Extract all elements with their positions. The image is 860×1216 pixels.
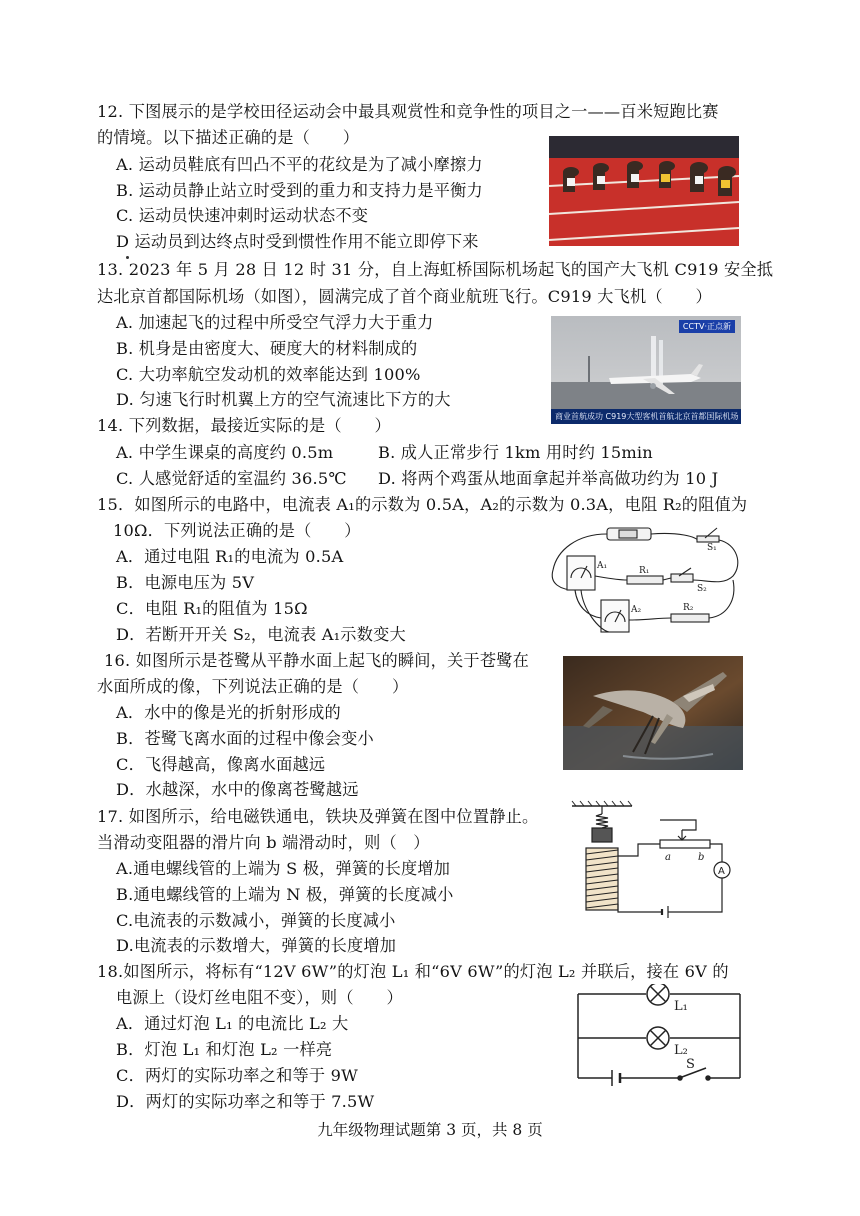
q16-stem-line1: 16. 如图所示是苍鹭从平静水面上起飞的瞬间，关于苍鹭在	[104, 651, 529, 670]
electromagnet-diagram-q17	[570, 800, 740, 920]
sprint-race-photo	[549, 136, 739, 246]
q18-option-c: C．两灯的实际功率之和等于 9W	[116, 1066, 358, 1085]
label-r2: R₂	[683, 603, 694, 613]
label-b: b	[698, 852, 705, 863]
q12-option-d: D 运动员到达终点时受到惯性作用不能立即停下来	[116, 232, 479, 251]
q17-option-c: C.电流表的示数减小，弹簧的长度减小	[116, 911, 396, 930]
q18-option-b: B．灯泡 L₁ 和灯泡 L₂ 一样亮	[116, 1040, 333, 1059]
q16-option-a: A．水中的像是光的折射形成的	[116, 703, 341, 722]
label-a2: A₂	[631, 605, 642, 615]
q16-option-d: D．水越深，水中的像离苍鹭越远	[116, 780, 359, 799]
label-a: a	[665, 852, 671, 863]
q12-option-b: B. 运动员静止站立时受到的重力和支持力是平衡力	[116, 181, 483, 200]
q14-option-c: C. 人感觉舒适的室温约 36.5℃	[116, 469, 347, 488]
q17-option-b: B.通电螺线管的上端为 N 极，弹簧的长度减小	[116, 885, 454, 904]
tv-logo: CCTV·正点新	[679, 320, 735, 333]
q12-stem-line2: 的情境。以下描述正确的是（ ）	[97, 128, 360, 147]
q15-option-a: A．通过电阻 R₁的电流为 0.5A	[116, 547, 344, 566]
label-l1: L₁	[674, 999, 688, 1014]
q17-stem-line2: 当滑动变阻器的滑片向 b 端滑动时，则（ ）	[97, 833, 430, 852]
heron-photo	[563, 656, 743, 770]
q15-option-b: B．电源电压为 5V	[116, 573, 255, 592]
circuit-diagram-q18	[574, 984, 746, 1088]
q13-option-d: D. 匀速飞行时机翼上方的空气流速比下方的大	[116, 390, 451, 409]
q13-stem-line1: 13. 2023 年 5 月 28 日 12 时 31 分，自上海虹桥国际机场起飞的国产大飞机 C919 安全抵	[97, 260, 774, 279]
q18-stem-line1: 18.如图所示，将标有“12V 6W”的灯泡 L₁ 和“6V 6W”的灯泡 L₂ 并联后，接在 6V 的	[97, 962, 729, 981]
q13-stem-line2: 达北京首都国际机场（如图），圆满完成了首个商业航班飞行。C919 大飞机（ ）	[97, 287, 712, 306]
q17-option-d: D.电流表的示数增大，弹簧的长度增加	[116, 936, 397, 955]
q14-option-d: D. 将两个鸡蛋从地面拿起并举高做功约为 10 J	[378, 469, 719, 488]
label-switch: S	[686, 1057, 695, 1072]
label-s2: S₂	[697, 584, 707, 594]
q13-option-a: A. 加速起飞的过程中所受空气浮力大于重力	[116, 313, 434, 332]
q17-stem-line1: 17. 如图所示，给电磁铁通电，铁块及弹簧在图中位置静止。	[97, 807, 539, 826]
q15-stem-line1: 15．如图所示的电路中，电流表 A₁的示数为 0.5A，A₂的示数为 0.3A，电阻 R₂的阻值为	[97, 495, 748, 514]
q17-option-a: A.通电螺线管的上端为 S 极，弹簧的长度增加	[116, 859, 451, 878]
q15-option-c: C．电阻 R₁的阻值为 15Ω	[116, 599, 308, 618]
label-l2: L₂	[674, 1043, 688, 1058]
c919-plane-photo	[551, 316, 741, 424]
q15-option-d: D．若断开开关 S₂，电流表 A₁示数变大	[116, 625, 406, 644]
label-a1: A₁	[597, 561, 608, 571]
page-footer: 九年级物理试题第 3 页，共 8 页	[317, 1121, 543, 1139]
q14-option-a: A. 中学生课桌的高度约 0.5m	[116, 443, 334, 462]
ammeter-label: A	[718, 866, 725, 877]
q18-option-d: D．两灯的实际功率之和等于 7.5W	[116, 1092, 375, 1111]
q16-option-c: C．飞得越高，像离水面越远	[116, 755, 326, 774]
q16-option-b: B．苍鹭飞离水面的过程中像会变小	[116, 729, 374, 748]
q18-stem-line2: 电源上（设灯丝电阻不变），则（ ）	[116, 988, 403, 1007]
q12-option-a: A. 运动员鞋底有凹凸不平的花纹是为了减小摩擦力	[116, 155, 483, 174]
q15-stem-line2: 10Ω．下列说法正确的是（ ）	[113, 521, 361, 540]
q12-stem-line1: 12. 下图展示的是学校田径运动会中最具观赏性和竞争性的项目之一——百米短跑比赛	[97, 102, 719, 121]
q14-stem: 14. 下列数据，最接近实际的是（ ）	[97, 416, 391, 435]
q12-option-c: C. 运动员快速冲刺时运动状态不变	[116, 206, 369, 225]
q13-option-c: C. 大功率航空发动机的效率能达到 100%	[116, 365, 421, 384]
news-caption: 商业首航成功 C919大型客机首航北京首都国际机场	[551, 409, 741, 424]
q13-option-b: B. 机身是由密度大、硬度大的材料制成的	[116, 339, 418, 358]
label-r1: R₁	[639, 566, 650, 576]
q16-stem-line2: 水面所成的像，下列说法正确的是（ ）	[97, 677, 409, 696]
q18-option-a: A．通过灯泡 L₁ 的电流比 L₂ 大	[116, 1014, 349, 1033]
circuit-diagram-q15	[547, 520, 745, 644]
q14-option-b: B. 成人正常步行 1km 用时约 15min	[378, 443, 653, 462]
label-s1: S₁	[707, 543, 717, 553]
